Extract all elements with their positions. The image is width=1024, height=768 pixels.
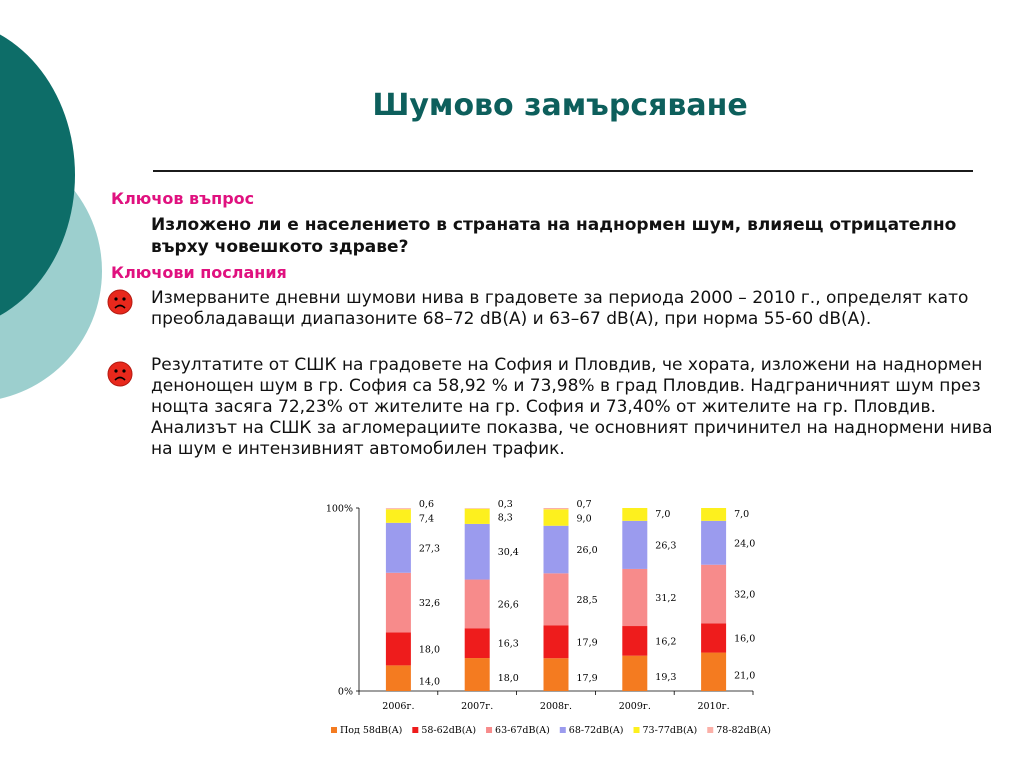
bar-segment: [386, 509, 411, 523]
data-label: 24,0: [734, 538, 756, 550]
bar-segment: [701, 521, 726, 565]
bar-segment: [544, 573, 569, 625]
data-label: 0,3: [497, 499, 513, 511]
data-label: 27,3: [418, 543, 441, 555]
bar-segment: [465, 508, 490, 509]
bar-segment: [622, 508, 647, 521]
bar-segment: [465, 524, 490, 580]
bar-segment: [544, 625, 569, 658]
bar-segment: [544, 526, 569, 574]
x-tick-label: 2009г.: [618, 701, 651, 712]
y-tick-label: 100%: [325, 503, 353, 515]
data-label: 9,0: [576, 513, 592, 525]
bar-segment: [622, 521, 647, 569]
legend-swatch: [560, 727, 566, 733]
bar-segment: [622, 626, 647, 656]
x-tick-label: 2008г.: [539, 701, 573, 712]
key-question-label: Ключов въпрос: [111, 189, 255, 208]
data-label: 0,6: [418, 499, 435, 511]
x-tick-label: 2007г.: [461, 701, 494, 712]
data-label: 16,0: [734, 633, 756, 645]
data-label: 32,0: [734, 589, 756, 601]
legend-swatch: [412, 727, 418, 733]
data-label: 14,0: [418, 676, 441, 688]
key-message-2: Резултатите от СШК на градовете на София и Пловдив, че хората, изложени на наднормен денонощен шум в гр. София са 58,92 % и 73,98% в град Пловдив. Надграничният шум през нощта засяга 72,23% от жителите на гр. София и 73,40% от жителите на гр. Пловдив. Анализът на СШК за агломерациите показва, че основният причинител на наднормени нива на шум е интензивният автомобилен трафик.: [151, 355, 993, 459]
data-label: 18,0: [497, 673, 519, 685]
bar-segment: [465, 580, 490, 629]
slide-title: Шумово замърсяване: [372, 88, 748, 123]
bar-segment: [386, 665, 411, 691]
bar-segment: [544, 508, 569, 509]
bar-segment: [701, 653, 726, 691]
data-label: 30,4: [497, 547, 519, 559]
data-label: 16,2: [655, 636, 677, 648]
bar-segment: [701, 508, 726, 521]
key-question-text: Изложено ли е населението в страната на наднормен шум, влияещ отрицателно върху човешкото здраве?: [151, 215, 957, 257]
y-tick-label: 0%: [337, 686, 353, 698]
data-label: 28,5: [576, 594, 598, 606]
legend-label: 63-67dB(A): [495, 725, 550, 736]
bar-segment: [622, 569, 647, 626]
x-tick-label: 2006г.: [382, 701, 415, 712]
data-label: 26,3: [655, 540, 677, 552]
chart-legend: [331, 725, 771, 736]
data-label: 16,3: [497, 638, 519, 650]
data-label: 0,7: [576, 499, 592, 510]
data-label: 32,6: [418, 598, 441, 610]
legend-label: 78-82dB(A): [716, 725, 771, 736]
bar-segment: [465, 628, 490, 658]
data-label: 8,3: [497, 512, 513, 524]
key-messages-label: Ключови послания: [111, 263, 287, 282]
legend-label: 68-72dB(A): [568, 725, 624, 736]
data-label: 26,0: [576, 545, 598, 557]
legend-swatch: [486, 727, 492, 733]
bar-segment: [622, 656, 647, 691]
data-label: 17,9: [576, 673, 598, 685]
legend-label: Под 58dB(A): [340, 725, 403, 736]
data-label: 21,0: [734, 670, 756, 682]
bar-segment: [465, 658, 490, 691]
bar-segment: [465, 509, 490, 524]
data-label: 26,6: [497, 599, 519, 611]
data-label: 18,0: [418, 644, 441, 656]
data-label: 19,3: [655, 671, 677, 683]
bar-segment: [701, 623, 726, 652]
bar-segment: [544, 658, 569, 691]
data-label: 7,4: [418, 513, 435, 525]
bar-segment: [386, 573, 411, 633]
data-label: 7,0: [734, 509, 750, 520]
x-tick-label: 2010г.: [697, 701, 730, 712]
key-message-1: Измерваните дневни шумови нива в градовете за периода 2000 – 2010 г., определят като преобладаващи диапазоните 68–72 dB(A) и 63–67 dB(A), при норма 55-60 dB(A).: [151, 288, 969, 329]
data-label: 17,9: [576, 637, 598, 649]
legend-label: 73-77dB(A): [642, 725, 698, 736]
legend-swatch: [634, 727, 640, 733]
bar-segment: [386, 508, 411, 509]
data-label: 7,0: [655, 509, 671, 520]
bar-segment: [386, 632, 411, 665]
bar-segment: [701, 565, 726, 624]
legend-swatch: [707, 727, 713, 733]
legend-swatch: [331, 727, 337, 733]
data-label: 31,2: [655, 592, 677, 604]
bar-segment: [386, 523, 411, 573]
legend-label: 58-62dB(A): [421, 725, 477, 736]
bar-segment: [544, 509, 569, 525]
